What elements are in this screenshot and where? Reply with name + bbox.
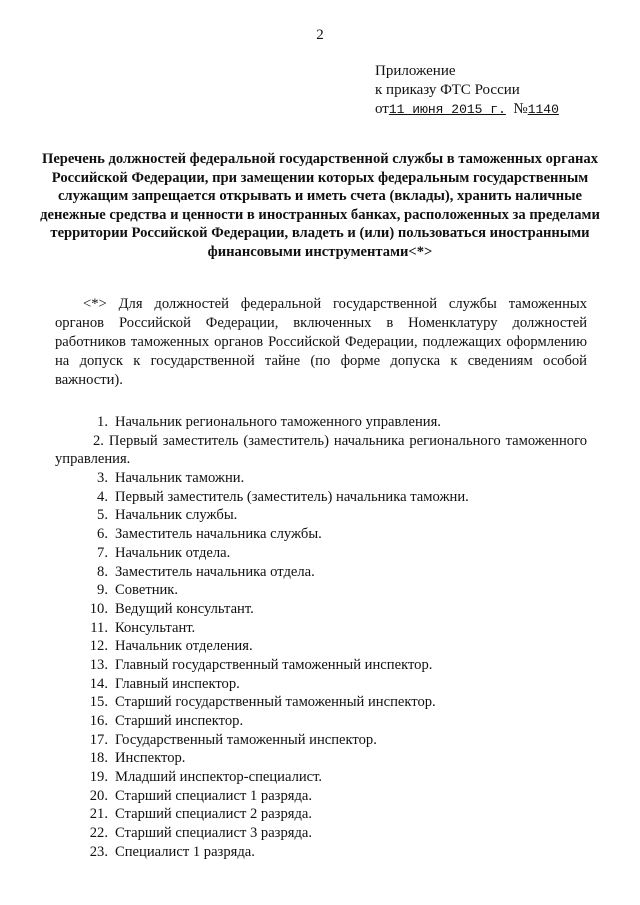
item-text: Инспектор. bbox=[115, 750, 186, 767]
item-number: 15. bbox=[89, 694, 108, 711]
list-item bbox=[0, 787, 640, 806]
list-item bbox=[0, 563, 640, 582]
list-item bbox=[0, 843, 640, 862]
list-item bbox=[0, 712, 640, 731]
item-number: 1. bbox=[97, 414, 108, 430]
list-item bbox=[0, 824, 640, 843]
item-number: 6. bbox=[97, 526, 108, 543]
list-item bbox=[0, 731, 640, 750]
item-number: 9. bbox=[97, 582, 108, 599]
item-number: 8. bbox=[97, 563, 108, 580]
list-item bbox=[0, 749, 640, 768]
item-number: 10. bbox=[89, 600, 108, 617]
order-number: 1140 bbox=[527, 102, 559, 117]
positions-list bbox=[0, 413, 640, 862]
list-item bbox=[0, 525, 640, 544]
item-text: Начальник службы. bbox=[115, 507, 238, 524]
page-number: 2 bbox=[316, 27, 324, 43]
item-number: 5. bbox=[97, 507, 108, 524]
item-text: Начальник таможни. bbox=[115, 470, 245, 487]
item-text: Старший государственный таможенный инспектор. bbox=[115, 694, 436, 711]
footnote bbox=[55, 295, 587, 390]
item-number: 2. bbox=[93, 432, 104, 449]
item-number: 16. bbox=[89, 713, 108, 730]
item-label: Первый заместитель (заместитель) начальника регионального таможенного управления. bbox=[55, 432, 587, 468]
item-text: Главный инспектор. bbox=[115, 675, 240, 692]
list-item bbox=[0, 600, 640, 619]
item-number: 14. bbox=[89, 675, 108, 692]
item-text: Главный государственный таможенный инспектор. bbox=[115, 656, 433, 673]
item-text: Заместитель начальника отдела. bbox=[115, 563, 315, 580]
appendix-order: к приказу ФТС России bbox=[375, 82, 520, 98]
item-text: Старший специалист 3 разряда. bbox=[115, 825, 313, 842]
item-text: Консультант. bbox=[115, 619, 196, 636]
order-date: 11 июня 2015 г. bbox=[388, 102, 506, 117]
list-item bbox=[0, 488, 640, 507]
list-item bbox=[0, 693, 640, 712]
item-number: 22. bbox=[89, 825, 108, 842]
list-item bbox=[0, 544, 640, 563]
list-item bbox=[0, 675, 640, 694]
item-number: 19. bbox=[89, 769, 108, 786]
item-text: Ведущий консультант. bbox=[115, 600, 254, 617]
item-text: Младший инспектор-специалист. bbox=[115, 769, 323, 786]
item-number: 11. bbox=[90, 619, 108, 636]
item-text: Первый заместитель (заместитель) начальника таможни. bbox=[115, 488, 469, 505]
item-text: Начальник отделения. bbox=[115, 638, 253, 655]
list-item bbox=[0, 805, 640, 824]
list-item bbox=[0, 432, 640, 469]
item-text: Начальник регионального таможенного управления. bbox=[115, 414, 441, 430]
list-item bbox=[0, 469, 640, 488]
item-number: 4. bbox=[97, 488, 108, 505]
item-text: Начальник отдела. bbox=[115, 544, 231, 561]
appendix-block bbox=[375, 62, 559, 119]
list-item bbox=[0, 581, 640, 600]
list-item bbox=[0, 768, 640, 787]
item-text: Специалист 1 разряда. bbox=[115, 843, 255, 860]
date-prefix: от bbox=[375, 101, 389, 117]
item-text: Старший специалист 2 разряда. bbox=[115, 806, 313, 823]
item-text: Старший специалист 1 разряда. bbox=[115, 787, 313, 804]
item-text: Государственный таможенный инспектор. bbox=[115, 731, 377, 748]
item-number: 18. bbox=[89, 750, 108, 767]
list-item bbox=[0, 506, 640, 525]
appendix-date-line bbox=[375, 100, 559, 119]
item-number: 23. bbox=[89, 843, 108, 860]
item-number: 17. bbox=[89, 731, 108, 748]
item-text: Заместитель начальника службы. bbox=[115, 526, 322, 543]
document-title: Перечень должностей федеральной государственной службы в таможенных органах Российской Федерации, при замещении которых федеральным государственным служащим запрещается открывать и иметь счета (вклады), хранить наличные денежные средства и ценности в иностранных банках, расположенных за пределами территории Российской Федерации, владеть и (или) пользоваться иностранными финансовыми инструментами<*> bbox=[40, 151, 600, 260]
list-item bbox=[0, 656, 640, 675]
list-item bbox=[0, 413, 640, 432]
item-number: 21. bbox=[89, 806, 108, 823]
item-text: Советник. bbox=[115, 582, 179, 599]
footnote-text: <*> Для должностей федеральной государственной службы таможенных органов Российской Федерации, включенных в Номенклатуру должностей работников таможенных органов Российской Федерации, подлежащих оформлению на допуск к государственной тайне (по форме допуска к сведениям особой важности). bbox=[55, 296, 587, 388]
item-number: 12. bbox=[89, 638, 108, 655]
item-number: 7. bbox=[97, 544, 108, 561]
item-number: 3. bbox=[97, 470, 108, 487]
number-prefix: № bbox=[513, 101, 528, 117]
item-number: 20. bbox=[89, 787, 108, 804]
appendix-title: Приложение bbox=[375, 63, 456, 79]
item-text bbox=[55, 432, 587, 469]
item-number: 13. bbox=[89, 656, 108, 673]
list-item bbox=[0, 637, 640, 656]
item-text: Старший инспектор. bbox=[115, 713, 244, 730]
list-item bbox=[0, 619, 640, 638]
